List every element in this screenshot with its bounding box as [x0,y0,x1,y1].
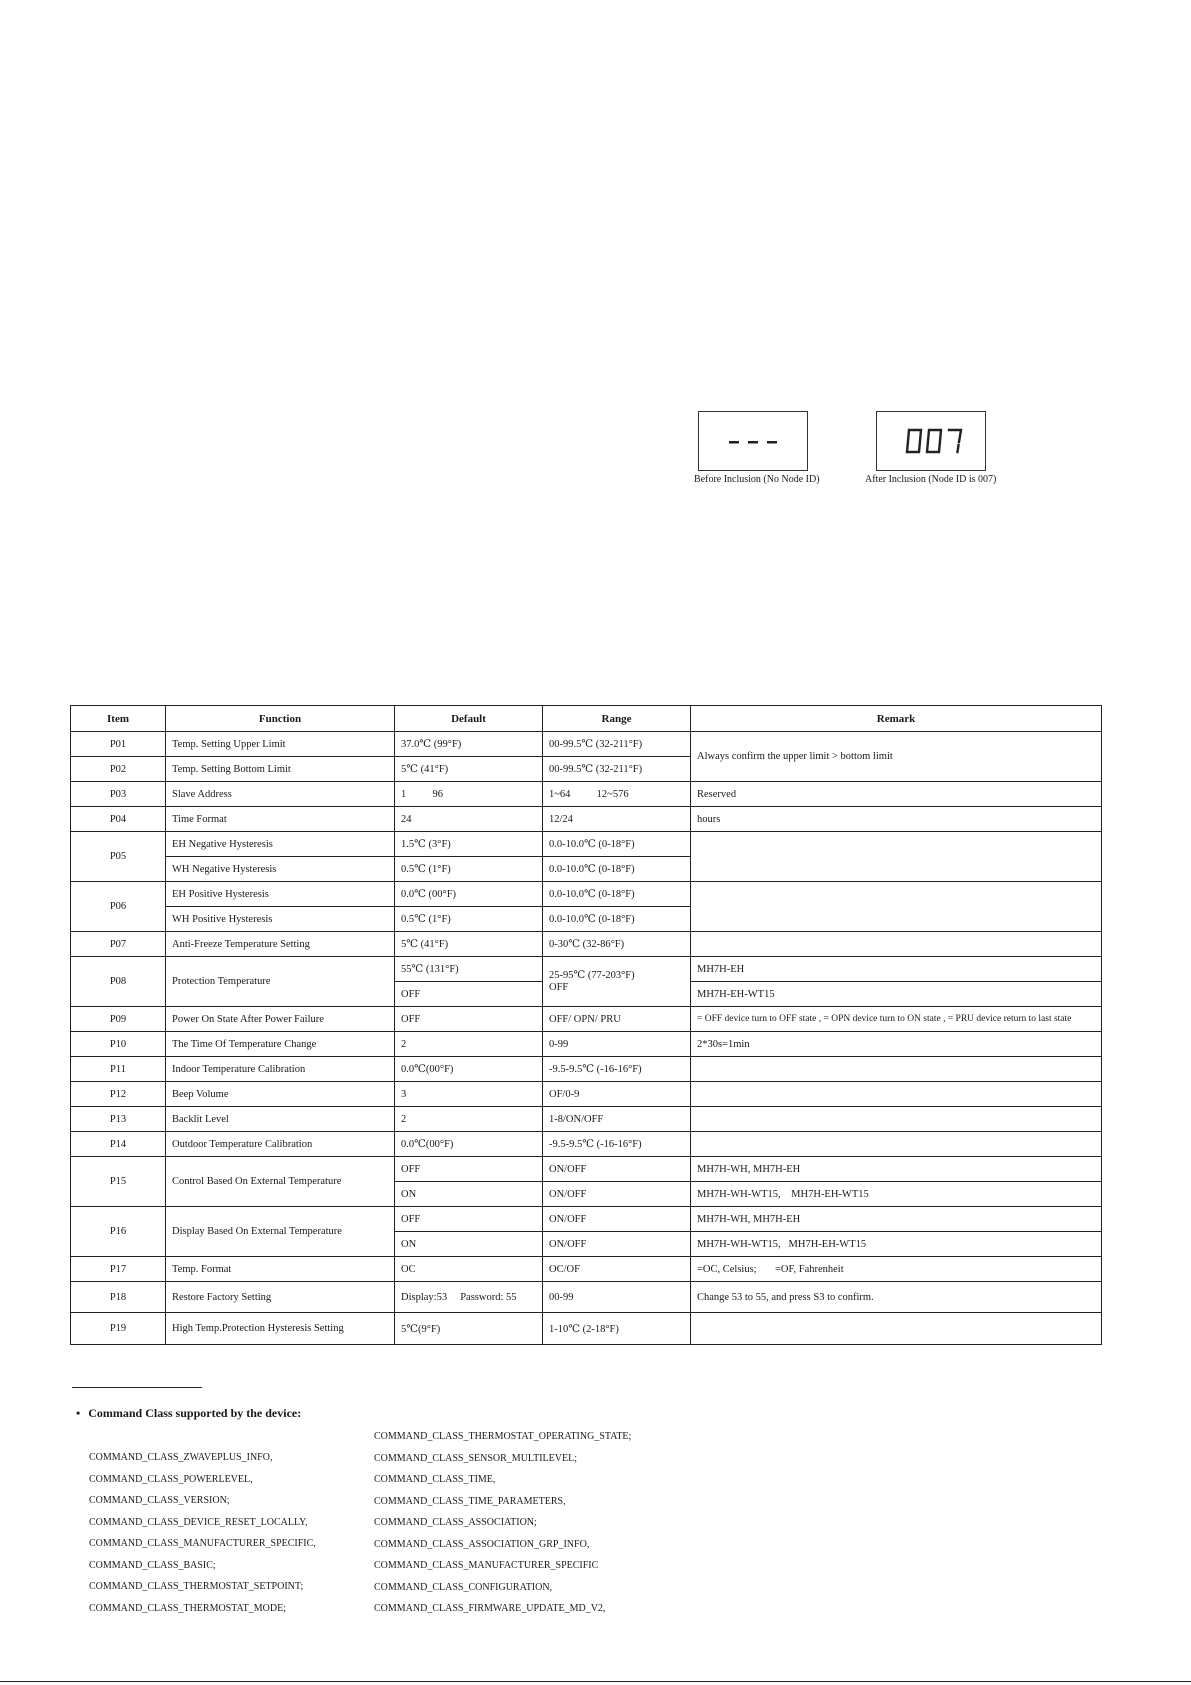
remark-cell [691,1132,1102,1157]
default-cell: OFF [395,982,543,1007]
default-cell: OC [395,1257,543,1282]
command-class-list-right [374,1426,631,1620]
default-cell: 1.5℃ (3°F) [395,832,543,857]
list-item: COMMAND_CLASS_VERSION; [89,1495,230,1506]
list-item: COMMAND_CLASS_ASSOCIATION; [374,1517,537,1528]
lcd-after-inclusion [876,411,986,471]
remark-cell: 2*30s=1min [691,1032,1102,1057]
item-cell: P16 [71,1207,166,1257]
bullet-icon: • [76,1406,81,1420]
item-cell: P04 [71,807,166,832]
range-cell: 0.0-10.0℃ (0-18°F) [543,882,691,907]
table-row [71,1313,1102,1345]
range-cell: 0-30℃ (32-86°F) [543,932,691,957]
remark-cell: MH7H-EH-WT15 [691,982,1102,1007]
page-bottom-divider [0,1681,1191,1682]
range-cell: 00-99.5℃ (32-211°F) [543,757,691,782]
function-cell: Protection Temperature [166,957,395,1007]
remark-cell: =OC, Celsius; =OF, Fahrenheit [691,1257,1102,1282]
default-cell: 0.5℃ (1°F) [395,857,543,882]
item-cell: P05 [71,832,166,882]
default-cell: 3 [395,1082,543,1107]
remark-cell: = OFF device turn to OFF state , = OPN device turn to ON state , = PRU device return to last state [691,1007,1102,1032]
item-cell: P19 [71,1313,166,1345]
list-item: COMMAND_CLASS_POWERLEVEL, [89,1473,253,1485]
lcd-dashes-graphic [699,412,807,470]
remark-cell: hours [691,807,1102,832]
item-cell: P06 [71,882,166,932]
remark-cell: MH7H-WH-WT15, MH7H-EH-WT15 [691,1232,1102,1257]
remark-cell [691,1107,1102,1132]
function-cell: Power On State After Power Failure [166,1007,395,1032]
list-item: COMMAND_CLASS_TIME, [374,1474,496,1485]
item-cell: P12 [71,1082,166,1107]
function-cell: Temp. Format [166,1257,395,1282]
default-cell: OFF [395,1007,543,1032]
default-cell: 2 [395,1032,543,1057]
list-item: COMMAND_CLASS_SENSOR_MULTILEVEL; [374,1452,577,1464]
default-cell: 5℃(9°F) [395,1313,543,1345]
list-item: COMMAND_CLASS_DEVICE_RESET_LOCALLY, [89,1516,308,1528]
command-class-heading [76,1406,301,1421]
range-cell: 0.0-10.0℃ (0-18°F) [543,907,691,932]
remark-cell [691,932,1102,957]
table-row [71,957,1102,982]
item-cell: P07 [71,932,166,957]
table-row [71,832,1102,857]
table-row [71,1107,1102,1132]
after-inclusion-caption: After Inclusion (Node ID is 007) [865,474,997,485]
list-item: COMMAND_CLASS_THERMOSTAT_SETPOINT; [89,1581,304,1592]
remark-cell [691,832,1102,882]
parameter-table [70,705,1102,1345]
table-row [71,1207,1102,1232]
item-cell: P15 [71,1157,166,1207]
table-row [71,1157,1102,1182]
table-row [71,1007,1102,1032]
col-header-item: Item [71,706,166,732]
table-row [71,932,1102,957]
function-cell: Control Based On External Temperature [166,1157,395,1207]
table-row [71,1032,1102,1057]
function-cell: WH Negative Hysteresis [166,857,395,882]
command-class-heading-text: Command Class supported by the device: [88,1406,302,1420]
function-cell: Temp. Setting Upper Limit [166,732,395,757]
table-row [71,1057,1102,1082]
range-cell: OFF/ OPN/ PRU [543,1007,691,1032]
remark-cell: Change 53 to 55, and press S3 to confirm. [691,1282,1102,1313]
list-item: COMMAND_CLASS_MANUFACTURER_SPECIFIC, [89,1538,316,1549]
table-row [71,882,1102,907]
range-cell: -9.5-9.5℃ (-16-16°F) [543,1132,691,1157]
item-cell: P13 [71,1107,166,1132]
remark-cell: MH7H-WH-WT15, MH7H-EH-WT15 [691,1182,1102,1207]
function-cell: Indoor Temperature Calibration [166,1057,395,1082]
range-cell: -9.5-9.5℃ (-16-16°F) [543,1057,691,1082]
range-cell: ON/OFF [543,1182,691,1207]
item-cell: P11 [71,1057,166,1082]
default-cell: 2 [395,1107,543,1132]
table-row [71,1082,1102,1107]
default-cell: 55℃ (131°F) [395,957,543,982]
item-cell: P02 [71,757,166,782]
range-cell: OC/OF [543,1257,691,1282]
function-cell: Restore Factory Setting [166,1282,395,1313]
table-row [71,1282,1102,1313]
command-class-list-left [89,1447,316,1619]
range-cell: ON/OFF [543,1207,691,1232]
default-cell: OFF [395,1157,543,1182]
table-row [71,807,1102,832]
range-line: OFF [549,981,569,993]
function-cell: High Temp.Protection Hysteresis Setting [166,1313,395,1345]
function-cell: Display Based On External Temperature [166,1207,395,1257]
remark-cell: MH7H-WH, MH7H-EH [691,1207,1102,1232]
function-cell: WH Positive Hysteresis [166,907,395,932]
default-cell: 37.0℃ (99°F) [395,732,543,757]
list-item: COMMAND_CLASS_ZWAVEPLUS_INFO, [89,1452,273,1463]
range-cell [543,957,691,1007]
range-line: 25-95℃ (77-203°F) [549,969,635,981]
default-cell: 0.0℃ (00°F) [395,882,543,907]
item-cell: P10 [71,1032,166,1057]
footnote-divider [72,1387,202,1388]
item-cell: P18 [71,1282,166,1313]
list-item: COMMAND_CLASS_FIRMWARE_UPDATE_MD_V2, [374,1603,606,1614]
before-inclusion-caption: Before Inclusion (No Node ID) [694,474,820,485]
range-cell: 0.0-10.0℃ (0-18°F) [543,857,691,882]
default-cell: ON [395,1182,543,1207]
function-cell: Slave Address [166,782,395,807]
default-cell: Display:53 Password: 55 [395,1282,543,1313]
default-cell: 0.5℃ (1°F) [395,907,543,932]
remark-cell: Always confirm the upper limit > bottom limit [691,732,1102,782]
col-header-range: Range [543,706,691,732]
function-cell: Beep Volume [166,1082,395,1107]
function-cell: EH Negative Hysteresis [166,832,395,857]
col-header-remark: Remark [691,706,1102,732]
lcd-node-id-graphic [877,412,985,470]
function-cell: Backlit Level [166,1107,395,1132]
item-cell: P01 [71,732,166,757]
table-row [71,1257,1102,1282]
list-item: COMMAND_CLASS_TIME_PARAMETERS, [374,1495,566,1507]
default-cell: 5℃ (41°F) [395,757,543,782]
remark-cell [691,1057,1102,1082]
item-cell: P09 [71,1007,166,1032]
function-cell: Anti-Freeze Temperature Setting [166,932,395,957]
range-cell: ON/OFF [543,1157,691,1182]
remark-cell: MH7H-WH, MH7H-EH [691,1157,1102,1182]
range-cell: 00-99.5℃ (32-211°F) [543,732,691,757]
function-cell: Temp. Setting Bottom Limit [166,757,395,782]
default-cell: 1 96 [395,782,543,807]
col-header-default: Default [395,706,543,732]
range-cell: ON/OFF [543,1232,691,1257]
range-cell: 00-99 [543,1282,691,1313]
table-header-row [71,706,1102,732]
function-cell: Outdoor Temperature Calibration [166,1132,395,1157]
table-row [71,1132,1102,1157]
function-cell: EH Positive Hysteresis [166,882,395,907]
default-cell: ON [395,1232,543,1257]
range-cell: 1~64 12~576 [543,782,691,807]
col-header-function: Function [166,706,395,732]
remark-cell [691,1313,1102,1345]
list-item: COMMAND_CLASS_ASSOCIATION_GRP_INFO, [374,1538,590,1550]
default-cell: 24 [395,807,543,832]
item-cell: P14 [71,1132,166,1157]
range-cell: 0-99 [543,1032,691,1057]
remark-cell [691,1082,1102,1107]
list-item: COMMAND_CLASS_THERMOSTAT_OPERATING_STATE; [374,1431,632,1442]
remark-cell: MH7H-EH [691,957,1102,982]
range-cell: 12/24 [543,807,691,832]
table-row [71,782,1102,807]
default-cell: 5℃ (41°F) [395,932,543,957]
default-cell: 0.0℃(00°F) [395,1132,543,1157]
remark-cell [691,882,1102,932]
item-cell: P03 [71,782,166,807]
range-cell: 0.0-10.0℃ (0-18°F) [543,832,691,857]
table-row [71,732,1102,757]
range-cell: 1-8/ON/OFF [543,1107,691,1132]
function-cell: Time Format [166,807,395,832]
item-cell: P17 [71,1257,166,1282]
lcd-before-inclusion [698,411,808,471]
list-item: COMMAND_CLASS_CONFIGURATION, [374,1581,553,1593]
list-item: COMMAND_CLASS_THERMOSTAT_MODE; [89,1602,286,1614]
function-cell: The Time Of Temperature Change [166,1032,395,1057]
list-item: COMMAND_CLASS_MANUFACTURER_SPECIFIC [374,1560,599,1571]
item-cell: P08 [71,957,166,1007]
remark-cell: Reserved [691,782,1102,807]
default-cell: OFF [395,1207,543,1232]
default-cell: 0.0℃(00°F) [395,1057,543,1082]
range-cell: 1-10℃ (2-18°F) [543,1313,691,1345]
range-cell: OF/0-9 [543,1082,691,1107]
list-item: COMMAND_CLASS_BASIC; [89,1559,216,1571]
